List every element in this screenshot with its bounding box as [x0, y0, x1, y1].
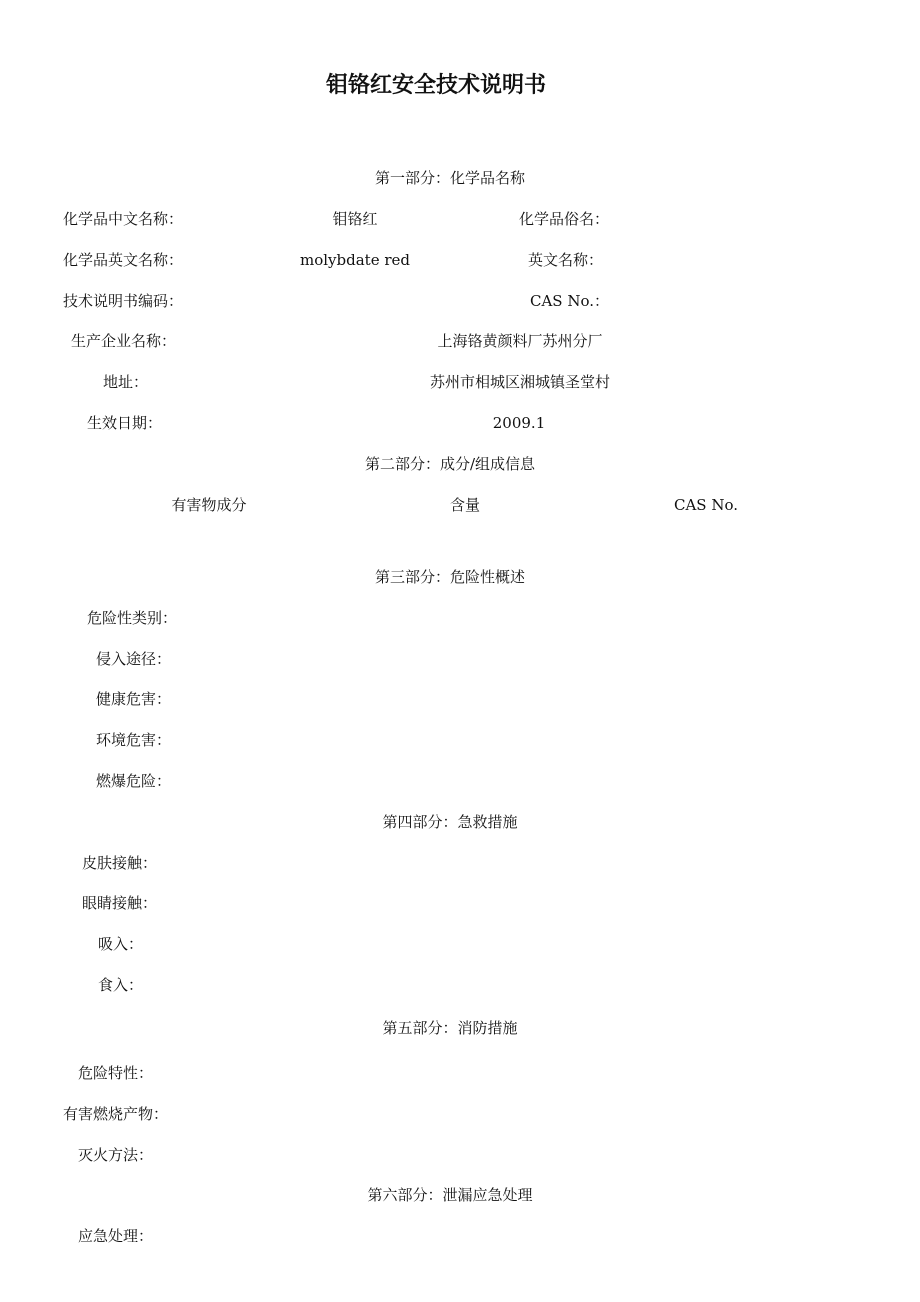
extinguishing-method-label: 灭火方法：	[78, 1146, 154, 1164]
part1-heading: 第一部分：化学品名称	[374, 169, 526, 187]
code-label: 技术说明书编码：	[63, 292, 184, 310]
hazard-class-label: 危险性类别：	[87, 609, 178, 627]
common-name-label: 化学品俗名：	[519, 210, 610, 228]
cas-column-header: CAS No.	[673, 496, 739, 514]
en-name-value: molybdate red	[300, 251, 410, 269]
environment-hazard-label: 环境危害：	[96, 731, 172, 749]
effective-date-value: 2009.1	[492, 414, 546, 432]
inhalation-label: 吸入：	[98, 935, 144, 953]
emergency-handling-label: 应急处理：	[78, 1227, 154, 1245]
fire-hazard-label: 燃爆危险：	[96, 772, 172, 790]
content-column-header: 含量	[449, 496, 481, 514]
address-value: 苏州市相城区湘城镇圣堂村	[429, 373, 611, 391]
effective-date-label: 生效日期：	[87, 414, 163, 432]
skin-contact-label: 皮肤接触：	[82, 854, 158, 872]
manufacturer-label: 生产企业名称：	[71, 332, 177, 350]
ingestion-label: 食入：	[98, 976, 144, 994]
component-column-header: 有害物成分	[171, 496, 247, 514]
en-name-label: 化学品英文名称：	[63, 251, 184, 269]
part6-heading: 第六部分：泄漏应急处理	[367, 1186, 533, 1204]
document-title: 钼铬红安全技术说明书	[325, 73, 547, 98]
cn-name-value: 钼铬红	[332, 210, 378, 228]
eye-contact-label: 眼睛接触：	[82, 894, 158, 912]
health-hazard-label: 健康危害：	[96, 690, 172, 708]
part2-heading: 第二部分：成分/组成信息	[364, 455, 536, 473]
combustion-products-label: 有害燃烧产物：	[63, 1105, 169, 1123]
manufacturer-value: 上海铬黄颜料厂苏州分厂	[437, 332, 603, 350]
address-label: 地址：	[103, 373, 149, 391]
part3-heading: 第三部分：危险性概述	[374, 568, 526, 586]
hazard-properties-label: 危险特性：	[78, 1064, 154, 1082]
cn-name-label: 化学品中文名称：	[63, 210, 184, 228]
en-alias-label: 英文名称：	[528, 251, 604, 269]
cas-label: CAS No.：	[530, 292, 610, 310]
exposure-route-label: 侵入途径：	[96, 650, 172, 668]
part5-heading: 第五部分：消防措施	[382, 1019, 518, 1037]
part4-heading: 第四部分：急救措施	[382, 813, 518, 831]
